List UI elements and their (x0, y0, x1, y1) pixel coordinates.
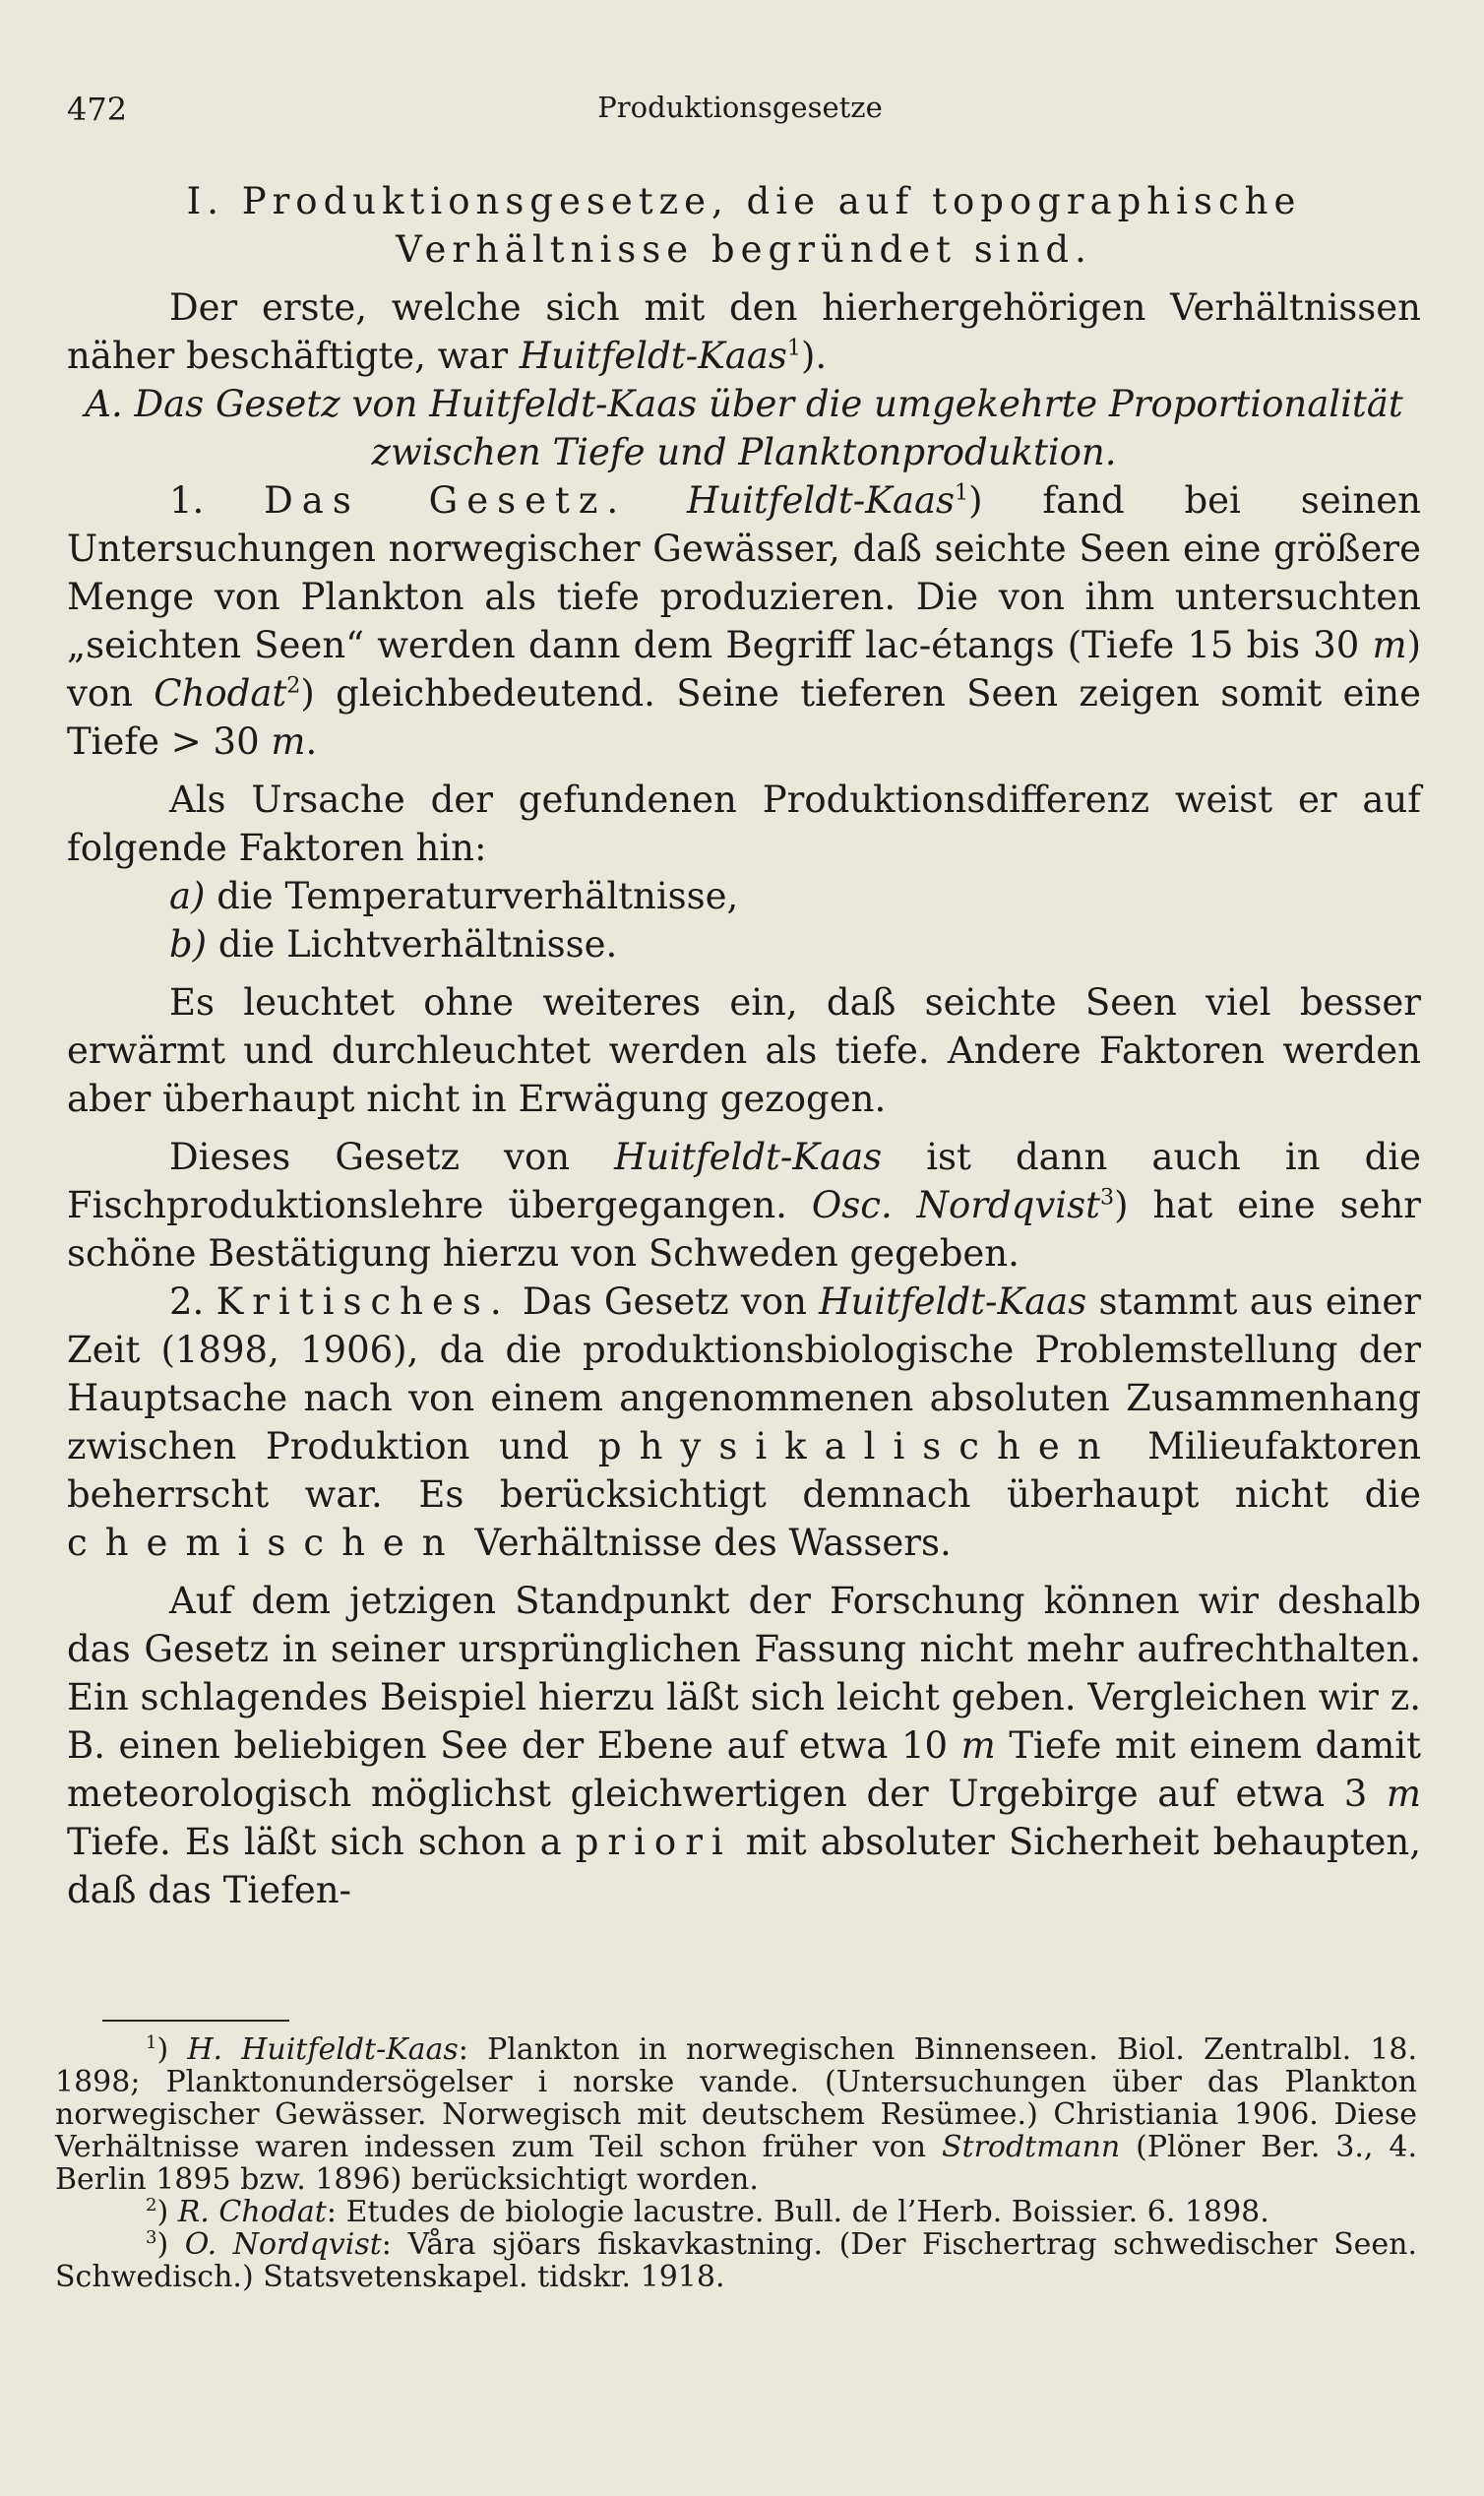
main-text (67, 177, 1421, 1914)
footnote: $^3$) O. Nordqvist: Våra sjöars fiskavkastning. (Der Fischertrag schwedischer Seen. Schwedisch.) Statsvetenskapel. tidskr. 1918. (55, 2227, 1417, 2294)
intro-paragraph: Der erste, welche sich mit den hierhergehörigen Verhältnissen näher beschäftigte, war Huitfeldt-Kaas$^1$). (67, 286, 1421, 377)
paragraph-law: 1. Das Gesetz. Huitfeldt-Kaas$^1$) fand bei seinen Untersuchungen norwegischer Gewässer, daß seichte Seen eine größere Menge von Plankton als tiefe produzieren. Die von ihm untersuchten „seichten Seen“ werden dann dem Begriff lac-étangs (Tiefe 15 bis 30 m) von Chodat$^2$) gleichbedeutend. Seine tieferen Seen zeigen somit eine Tiefe > 30 m. (67, 479, 1421, 763)
paragraph-critique: 2. Kritisches. Das Gesetz von Huitfeldt-Kaas stammt aus einer Zeit (1898, 1906), da die produktionsbiologische Problemstellung der Hauptsache nach von einem angenommenen absoluten Zusammenhang zwischen Produktion und physikalischen Milieufaktoren beherrscht war. Es berücksichtigt demnach überhaupt nicht die chemischen Verhältnisse des Wassers. (67, 1280, 1421, 1564)
page-header (67, 91, 1413, 130)
running-head: Produktionsgesetze (597, 91, 883, 124)
section-title-line1: I. Produktionsgesetze, die auf topographische (186, 180, 1302, 222)
subsection-title-line2: zwischen Tiefe und Planktonproduktion. (371, 431, 1117, 473)
paragraph-fish: Dieses Gesetz von Huitfeldt-Kaas ist dann auch in die Fischproduktionslehre übergegangen. Osc. Nordqvist$^3$) hat eine sehr schöne Bestätigung hierzu von Schweden gegeben. (67, 1136, 1421, 1275)
list-item: b) die Lichtverhältnisse. (169, 923, 618, 966)
author-name: Huitfeldt-Kaas (519, 335, 787, 377)
subsection-title-line1: A. Das Gesetz von Huitfeldt-Kaas über die umgekehrte Proportionalität (85, 383, 1403, 425)
footnote-ref: 1 (786, 335, 801, 361)
page-number: 472 (67, 91, 128, 128)
footnotes (55, 2033, 1417, 2293)
list-item: a) die Temperaturverhältnisse, (169, 875, 739, 917)
paragraph-standpoint: Auf dem jetzigen Standpunkt der Forschung können wir deshalb das Gesetz in seiner ursprünglichen Fassung nicht mehr aufrechthalten. Ein schlagendes Beispiel hierzu läßt sich leicht geben. Vergleichen wir z. B. einen beliebigen See der Ebene auf etwa 10 m Tiefe mit einem damit meteorologisch möglichst gleichwertigen der Urgebirge auf etwa 3 m Tiefe. Es läßt sich schon a priori mit absoluter Sicherheit behaupten, daß das Tiefen- (67, 1580, 1422, 1911)
paragraph-evident: Es leuchtet ohne weiteres ein, daß seichte Seen viel besser erwärmt und durchleuchtet werden als tiefe. Andere Faktoren werden aber überhaupt nicht in Erwägung gezogen. (67, 981, 1421, 1120)
spaced-label: Kritisches. (216, 1280, 511, 1323)
footnote: $^2$) R. Chodat: Etudes de biologie lacustre. Bull. de l’Herb. Boissier. 6. 1898. (146, 2195, 1269, 2229)
spaced-label: Das Gesetz. (264, 479, 628, 522)
section-title-line2: Verhältnisse begründet sind. (396, 228, 1092, 271)
footnote: $^1$) H. Huitfeldt-Kaas: Plankton in norwegischen Binnenseen. Biol. Zentralbl. 18. 1898; Planktonundersögelser i norske vande. (Untersuchungen über das Plankton norwegischer Gewässer. Norwegisch mit deutschem Resümee.) Christiania 1906. Diese Verhältnisse waren indessen zum Teil schon früher von Strodtmann (Plöner Ber. 3., 4. Berlin 1895 bzw. 1896) berücksichtigt worden. (55, 2032, 1417, 2197)
paragraph-causes: Als Ursache der gefundenen Produktionsdifferenz weist er auf folgende Faktoren hin: (67, 779, 1421, 869)
footnote-divider (102, 2020, 289, 2022)
